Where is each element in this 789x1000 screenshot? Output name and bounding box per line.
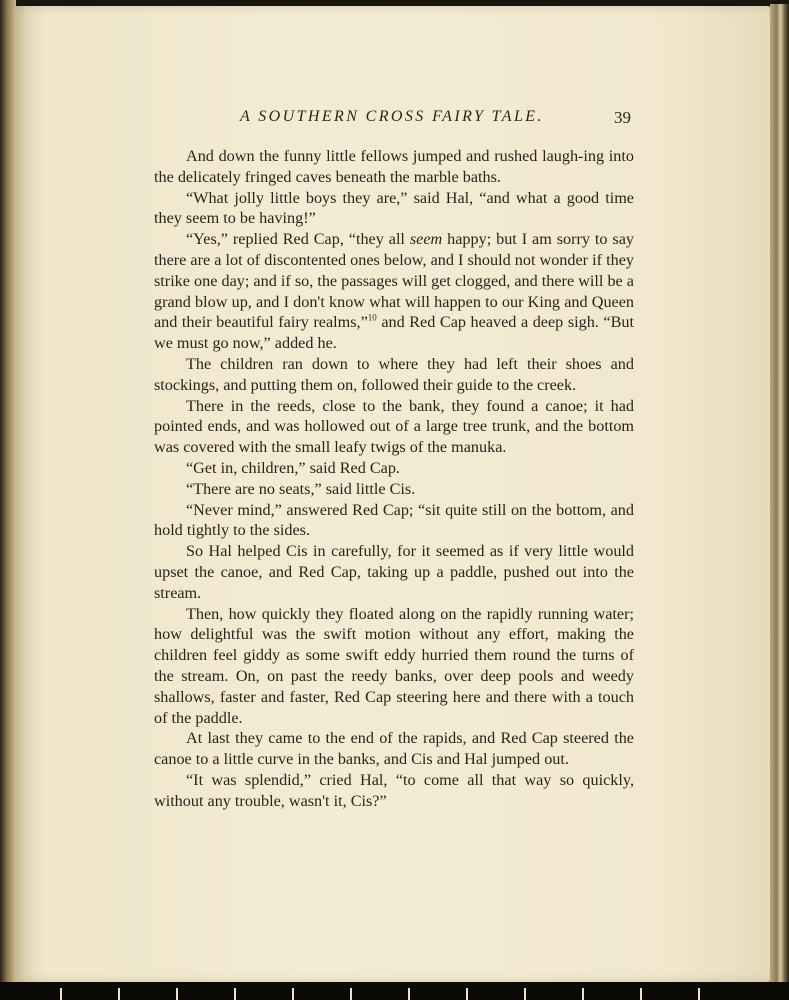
paragraph: “Never mind,” answered Red Cap; “sit quite still on the bottom, and hold tightly to the sides. — [154, 500, 634, 540]
paragraph-text: and Red Cap heaved a deep sigh. “But we must go now,” added he. — [154, 313, 634, 353]
scan-ruler-tick — [640, 988, 642, 1000]
running-title: A SOUTHERN CROSS FAIRY TALE. — [240, 108, 544, 125]
page-number: 39 — [614, 108, 631, 127]
scan-ruler-tick — [234, 988, 236, 1000]
paragraph: “There are no seats,” said little Cis. — [186, 479, 416, 498]
scan-ruler-tick — [466, 988, 468, 1000]
paragraph: Then, how quickly they floated along on the rapidly running water; how delightful was the swift motion without any effort, making the children feel giddy as some swift eddy hurried them round the turns of the stream. On, on past the reedy banks, over deep pools and weedy shallows, faster and faster, Red Cap steering here and there with a touch of the paddle. — [154, 604, 634, 727]
scan-ruler-tick — [292, 988, 294, 1000]
paragraph-text: happy; but I am sorry to say there are a lot of discontented ones below, and I should not wonder if they strike one day; and if so, the passages will get clogged, and there will be a grand blow up, and I don't know what will happen to our King and Queen and their beautiful fairy realms,” — [154, 230, 634, 332]
scan-ruler-tick — [60, 988, 62, 1000]
paragraph: The children ran down to where they had left their shoes and stockings, and putting them on, followed their guide to the creek. — [154, 354, 634, 394]
paragraph: So Hal helped Cis in carefully, for it seemed as if very little would upset the canoe, and Red Cap, taking up a paddle, pushed out into the stream. — [154, 542, 634, 602]
emphasis-text: seem — [409, 230, 443, 249]
paragraph: And down the funny little fellows jumped and rushed laugh-ing into the delicately fringed caves beneath the marble baths. — [154, 147, 634, 186]
scan-ruler-tick — [698, 988, 700, 1000]
scan-ruler-tick — [350, 988, 352, 1000]
body-text — [154, 146, 634, 812]
scan-ruler-tick — [582, 988, 584, 1000]
paragraph: There in the reeds, close to the bank, they found a canoe; it had pointed ends, and was hollowed out of a large tree trunk, and the bottom was covered with the small leafy twigs of the manuka. — [154, 396, 634, 457]
scan-ruler-tick — [524, 988, 526, 1000]
scan-ruler-tick — [118, 988, 120, 1000]
paragraph: “It was splendid,” cried Hal, “to come all that way so quickly, without any trouble, wasn't it, Cis?” — [154, 770, 634, 810]
page-edges — [770, 4, 789, 989]
running-header — [0, 108, 789, 134]
footnote-reference: 10 — [367, 312, 377, 323]
paragraph: At last they came to the end of the rapids, and Red Cap steered the canoe to a little curve in the banks, and Cis and Hal jumped out. — [154, 729, 634, 769]
paragraph: “Get in, children,” said Red Cap. — [186, 458, 400, 477]
paragraph: “What jolly little boys they are,” said Hal, “and what a good time they seem to be having!” — [154, 188, 634, 228]
paragraph-text: “Yes,” replied Red Cap, “they all — [186, 230, 410, 249]
paragraph — [154, 229, 634, 354]
scan-ruler-tick — [176, 988, 178, 1000]
scan-ruler-tick — [408, 988, 410, 1000]
